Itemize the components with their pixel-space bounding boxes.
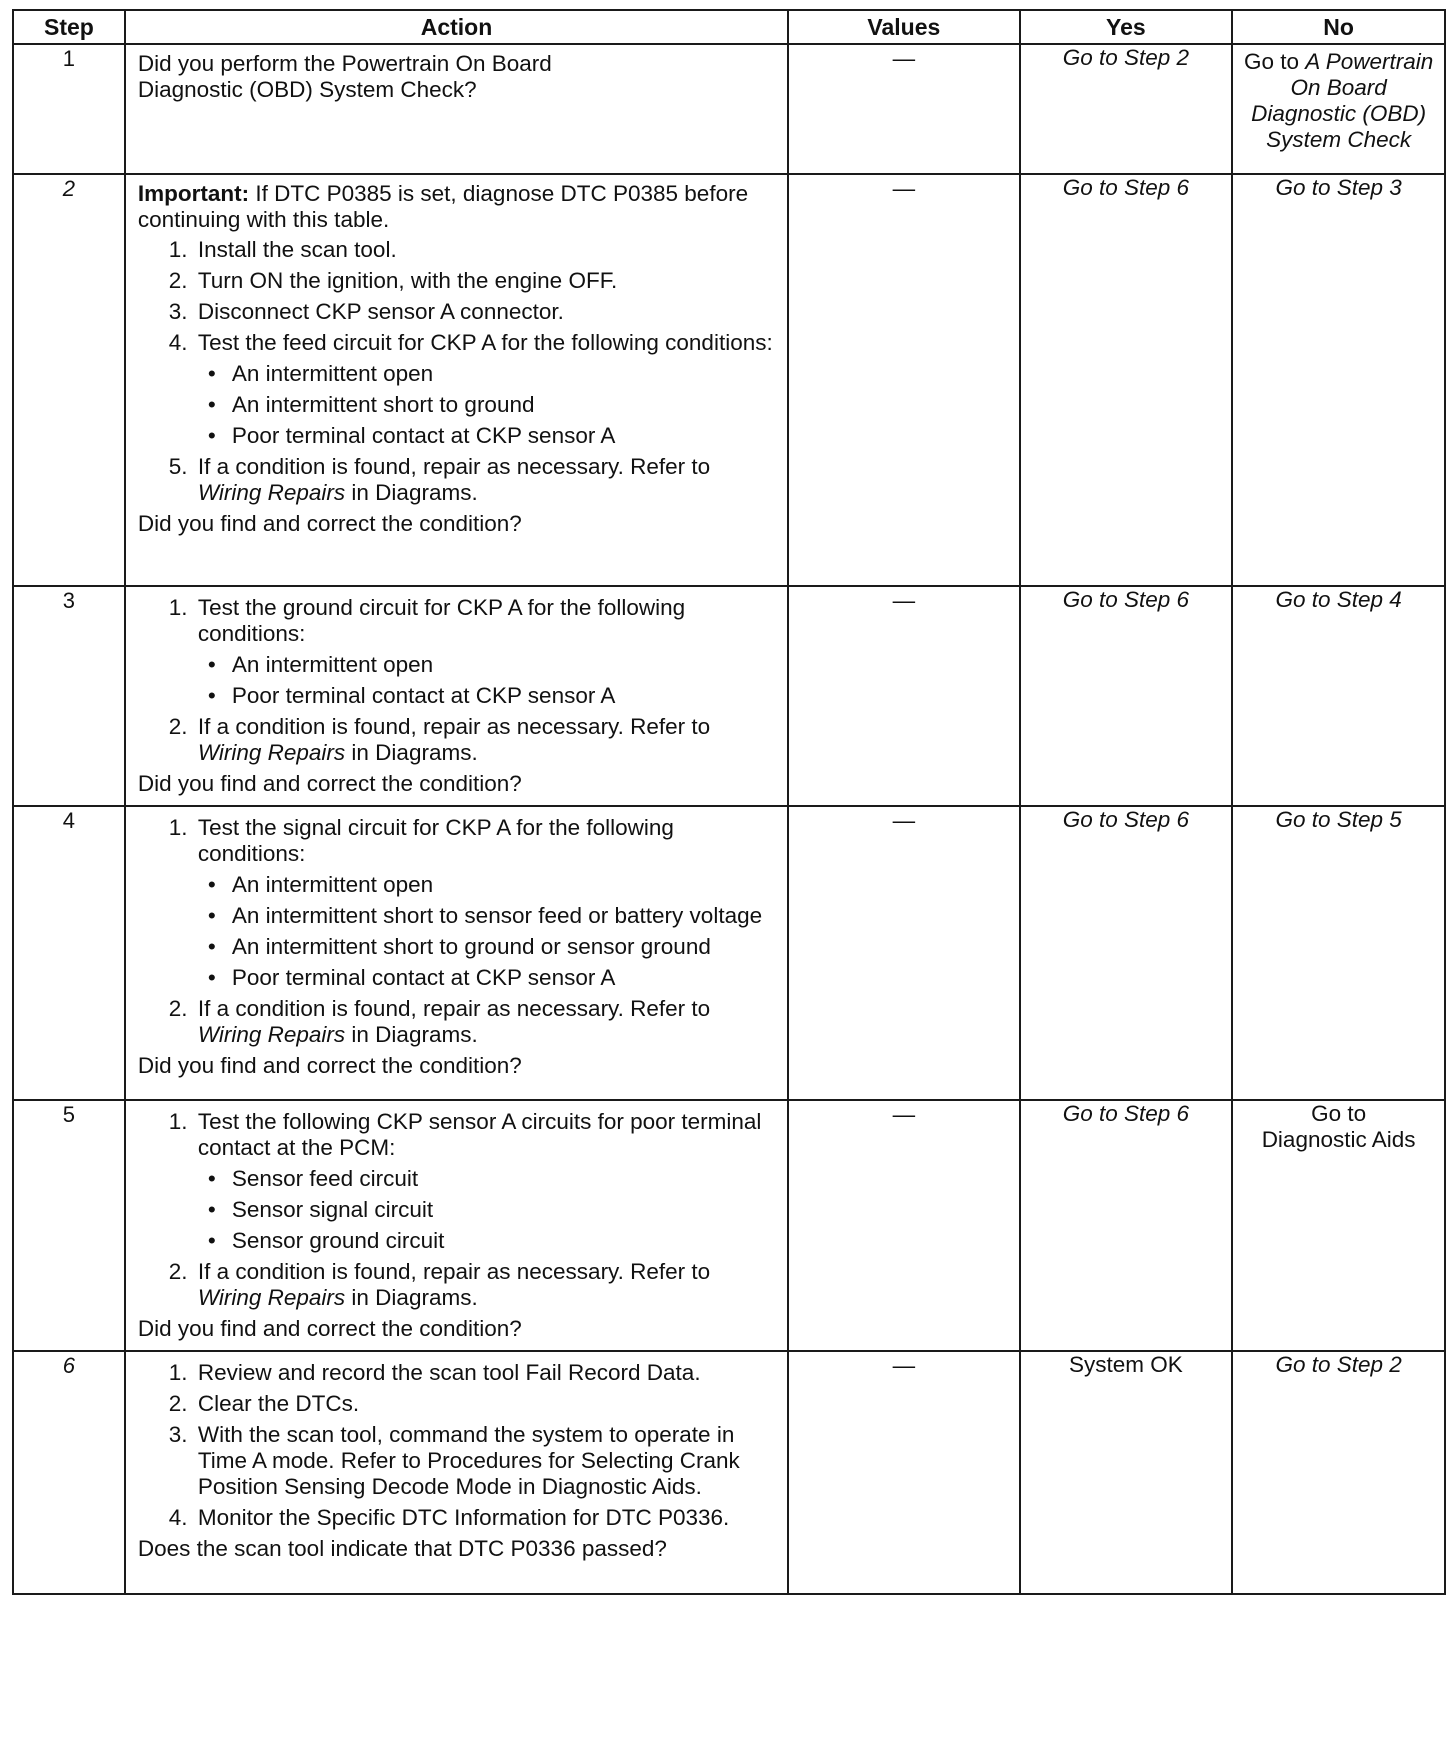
action-cell: [125, 1351, 788, 1594]
ref-suffix: in Diagrams.: [345, 1022, 478, 1047]
step-number: 5: [13, 1100, 125, 1351]
action-question: Did you find and correct the condition?: [137, 511, 522, 536]
list-item: [194, 714, 777, 766]
condition-item: • Poor terminal contact at CKP sensor A: [198, 683, 777, 709]
condition-list: [198, 652, 777, 709]
list-item: [194, 237, 777, 263]
no-cell: Go to Step 3: [1232, 174, 1445, 586]
step-text: With the scan tool, command the system to operate in Time A mode. Refer to Procedures for Selecting Crank Position Sensing Decode Mode in Diagnostic Aids.: [197, 1422, 740, 1499]
list-item: [194, 1360, 777, 1386]
action-steps: [138, 1109, 777, 1311]
step-text: Test the signal circuit for CKP A for the following conditions:: [197, 815, 674, 866]
condition-list: [198, 1166, 777, 1254]
no-line-1: Go to: [1311, 1101, 1367, 1126]
no-cell: [1232, 1100, 1445, 1351]
list-item: [194, 330, 777, 449]
table-row: [13, 174, 1445, 586]
yes-cell: Go to Step 6: [1020, 1100, 1233, 1351]
condition-item: • Poor terminal contact at CKP sensor A: [198, 965, 777, 991]
important-note: [138, 181, 777, 233]
no-prefix: Go to: [1243, 49, 1306, 74]
action-steps: [138, 237, 777, 506]
condition-item: • Sensor signal circuit: [198, 1197, 777, 1223]
no-cell: [1232, 44, 1445, 174]
wiring-repairs-ref: Wiring Repairs: [197, 1285, 346, 1310]
step-number: 4: [13, 806, 125, 1100]
list-item: [194, 268, 777, 294]
step-text: If a condition is found, repair as necessary. Refer to: [197, 714, 711, 739]
action-steps: [138, 1360, 777, 1531]
condition-item: • An intermittent short to ground: [198, 392, 777, 418]
condition-item: • Sensor feed circuit: [198, 1166, 777, 1192]
step-text: Monitor the Specific DTC Information for DTC P0336.: [197, 1505, 730, 1530]
diagnostic-table-sheet: [12, 9, 1446, 1595]
step-text: If a condition is found, repair as necessary. Refer to: [197, 1259, 711, 1284]
wiring-repairs-ref: Wiring Repairs: [197, 480, 346, 505]
header-action: Action: [125, 10, 788, 44]
wiring-repairs-ref: Wiring Repairs: [197, 740, 346, 765]
table-row: [13, 586, 1445, 806]
list-item: [194, 1391, 777, 1417]
value-cell: —: [788, 174, 1019, 586]
list-item: [194, 1505, 777, 1531]
action-cell: [125, 806, 788, 1100]
list-item: [194, 454, 777, 506]
action-steps: [138, 595, 777, 766]
diagnostic-table: [12, 9, 1446, 1595]
ref-suffix: in Diagrams.: [345, 1285, 478, 1310]
list-item: [194, 1109, 777, 1254]
action-question: Does the scan tool indicate that DTC P0336 passed?: [137, 1536, 667, 1561]
table-row: [13, 1100, 1445, 1351]
table-row: [13, 1351, 1445, 1594]
no-cell: Go to Step 5: [1232, 806, 1445, 1100]
list-item: [194, 996, 777, 1048]
condition-item: • An intermittent open: [198, 652, 777, 678]
condition-item: • Poor terminal contact at CKP sensor A: [198, 423, 777, 449]
value-cell: —: [788, 44, 1019, 174]
action-steps: [138, 815, 777, 1048]
action-question: Did you find and correct the condition?: [137, 1053, 522, 1078]
action-cell: [125, 44, 788, 174]
condition-item: • Sensor ground circuit: [198, 1228, 777, 1254]
action-cell: [125, 174, 788, 586]
step-text: Test the feed circuit for CKP A for the following conditions:: [197, 330, 773, 355]
step-text: Turn ON the ignition, with the engine OFF.: [197, 268, 618, 293]
yes-cell: Go to Step 6: [1020, 174, 1233, 586]
list-item: [194, 299, 777, 325]
header-step: Step: [13, 10, 125, 44]
list-item: [194, 595, 777, 709]
step-text: Review and record the scan tool Fail Record Data.: [197, 1360, 701, 1385]
step-number: 3: [13, 586, 125, 806]
yes-cell: Go to Step 2: [1020, 44, 1233, 174]
step-text: Clear the DTCs.: [197, 1391, 360, 1416]
condition-item: • An intermittent short to sensor feed or battery voltage: [198, 903, 777, 929]
header-no: No: [1232, 10, 1445, 44]
value-cell: —: [788, 806, 1019, 1100]
step-text: If a condition is found, repair as necessary. Refer to: [197, 454, 711, 479]
step-text: Test the ground circuit for CKP A for the following conditions:: [197, 595, 686, 646]
yes-cell: Go to Step 6: [1020, 586, 1233, 806]
important-text: If DTC P0385 is set, diagnose DTC P0385 before continuing with this table.: [137, 181, 749, 232]
header-values: Values: [788, 10, 1019, 44]
ref-suffix: in Diagrams.: [345, 740, 478, 765]
yes-cell: System OK: [1020, 1351, 1233, 1594]
wiring-repairs-ref: Wiring Repairs: [197, 1022, 346, 1047]
table-row: [13, 806, 1445, 1100]
action-question: Did you perform the Powertrain On Board Diagnostic (OBD) System Check?: [137, 51, 552, 102]
no-cell: Go to Step 2: [1232, 1351, 1445, 1594]
yes-cell: Go to Step 6: [1020, 806, 1233, 1100]
condition-list: [198, 361, 777, 449]
step-text: Test the following CKP sensor A circuits for poor terminal contact at the PCM:: [197, 1109, 762, 1160]
header-yes: Yes: [1020, 10, 1233, 44]
action-question: Did you find and correct the condition?: [137, 1316, 522, 1341]
value-cell: —: [788, 586, 1019, 806]
no-link-obd-check: A Powertrain On Board Diagnostic (OBD) System Check: [1251, 49, 1434, 152]
step-text: If a condition is found, repair as necessary. Refer to: [197, 996, 711, 1021]
table-row: [13, 44, 1445, 174]
step-number: 6: [13, 1351, 125, 1594]
step-text: Install the scan tool.: [197, 237, 397, 262]
action-cell: [125, 586, 788, 806]
no-link-diagnostic-aids: Diagnostic Aids: [1261, 1127, 1416, 1152]
value-cell: —: [788, 1100, 1019, 1351]
list-item: [194, 815, 777, 991]
condition-item: • An intermittent short to ground or sensor ground: [198, 934, 777, 960]
list-item: [194, 1422, 777, 1500]
condition-item: • An intermittent open: [198, 872, 777, 898]
list-item: [194, 1259, 777, 1311]
step-number: 2: [13, 174, 125, 586]
condition-list: [198, 872, 777, 991]
value-cell: —: [788, 1351, 1019, 1594]
no-cell: Go to Step 4: [1232, 586, 1445, 806]
action-cell: [125, 1100, 788, 1351]
step-number: 1: [13, 44, 125, 174]
ref-suffix: in Diagrams.: [345, 480, 478, 505]
condition-item: • An intermittent open: [198, 361, 777, 387]
action-question: Did you find and correct the condition?: [137, 771, 522, 796]
header-row: [13, 10, 1445, 44]
important-label: Important:: [137, 181, 250, 206]
step-text: Disconnect CKP sensor A connector.: [197, 299, 564, 324]
